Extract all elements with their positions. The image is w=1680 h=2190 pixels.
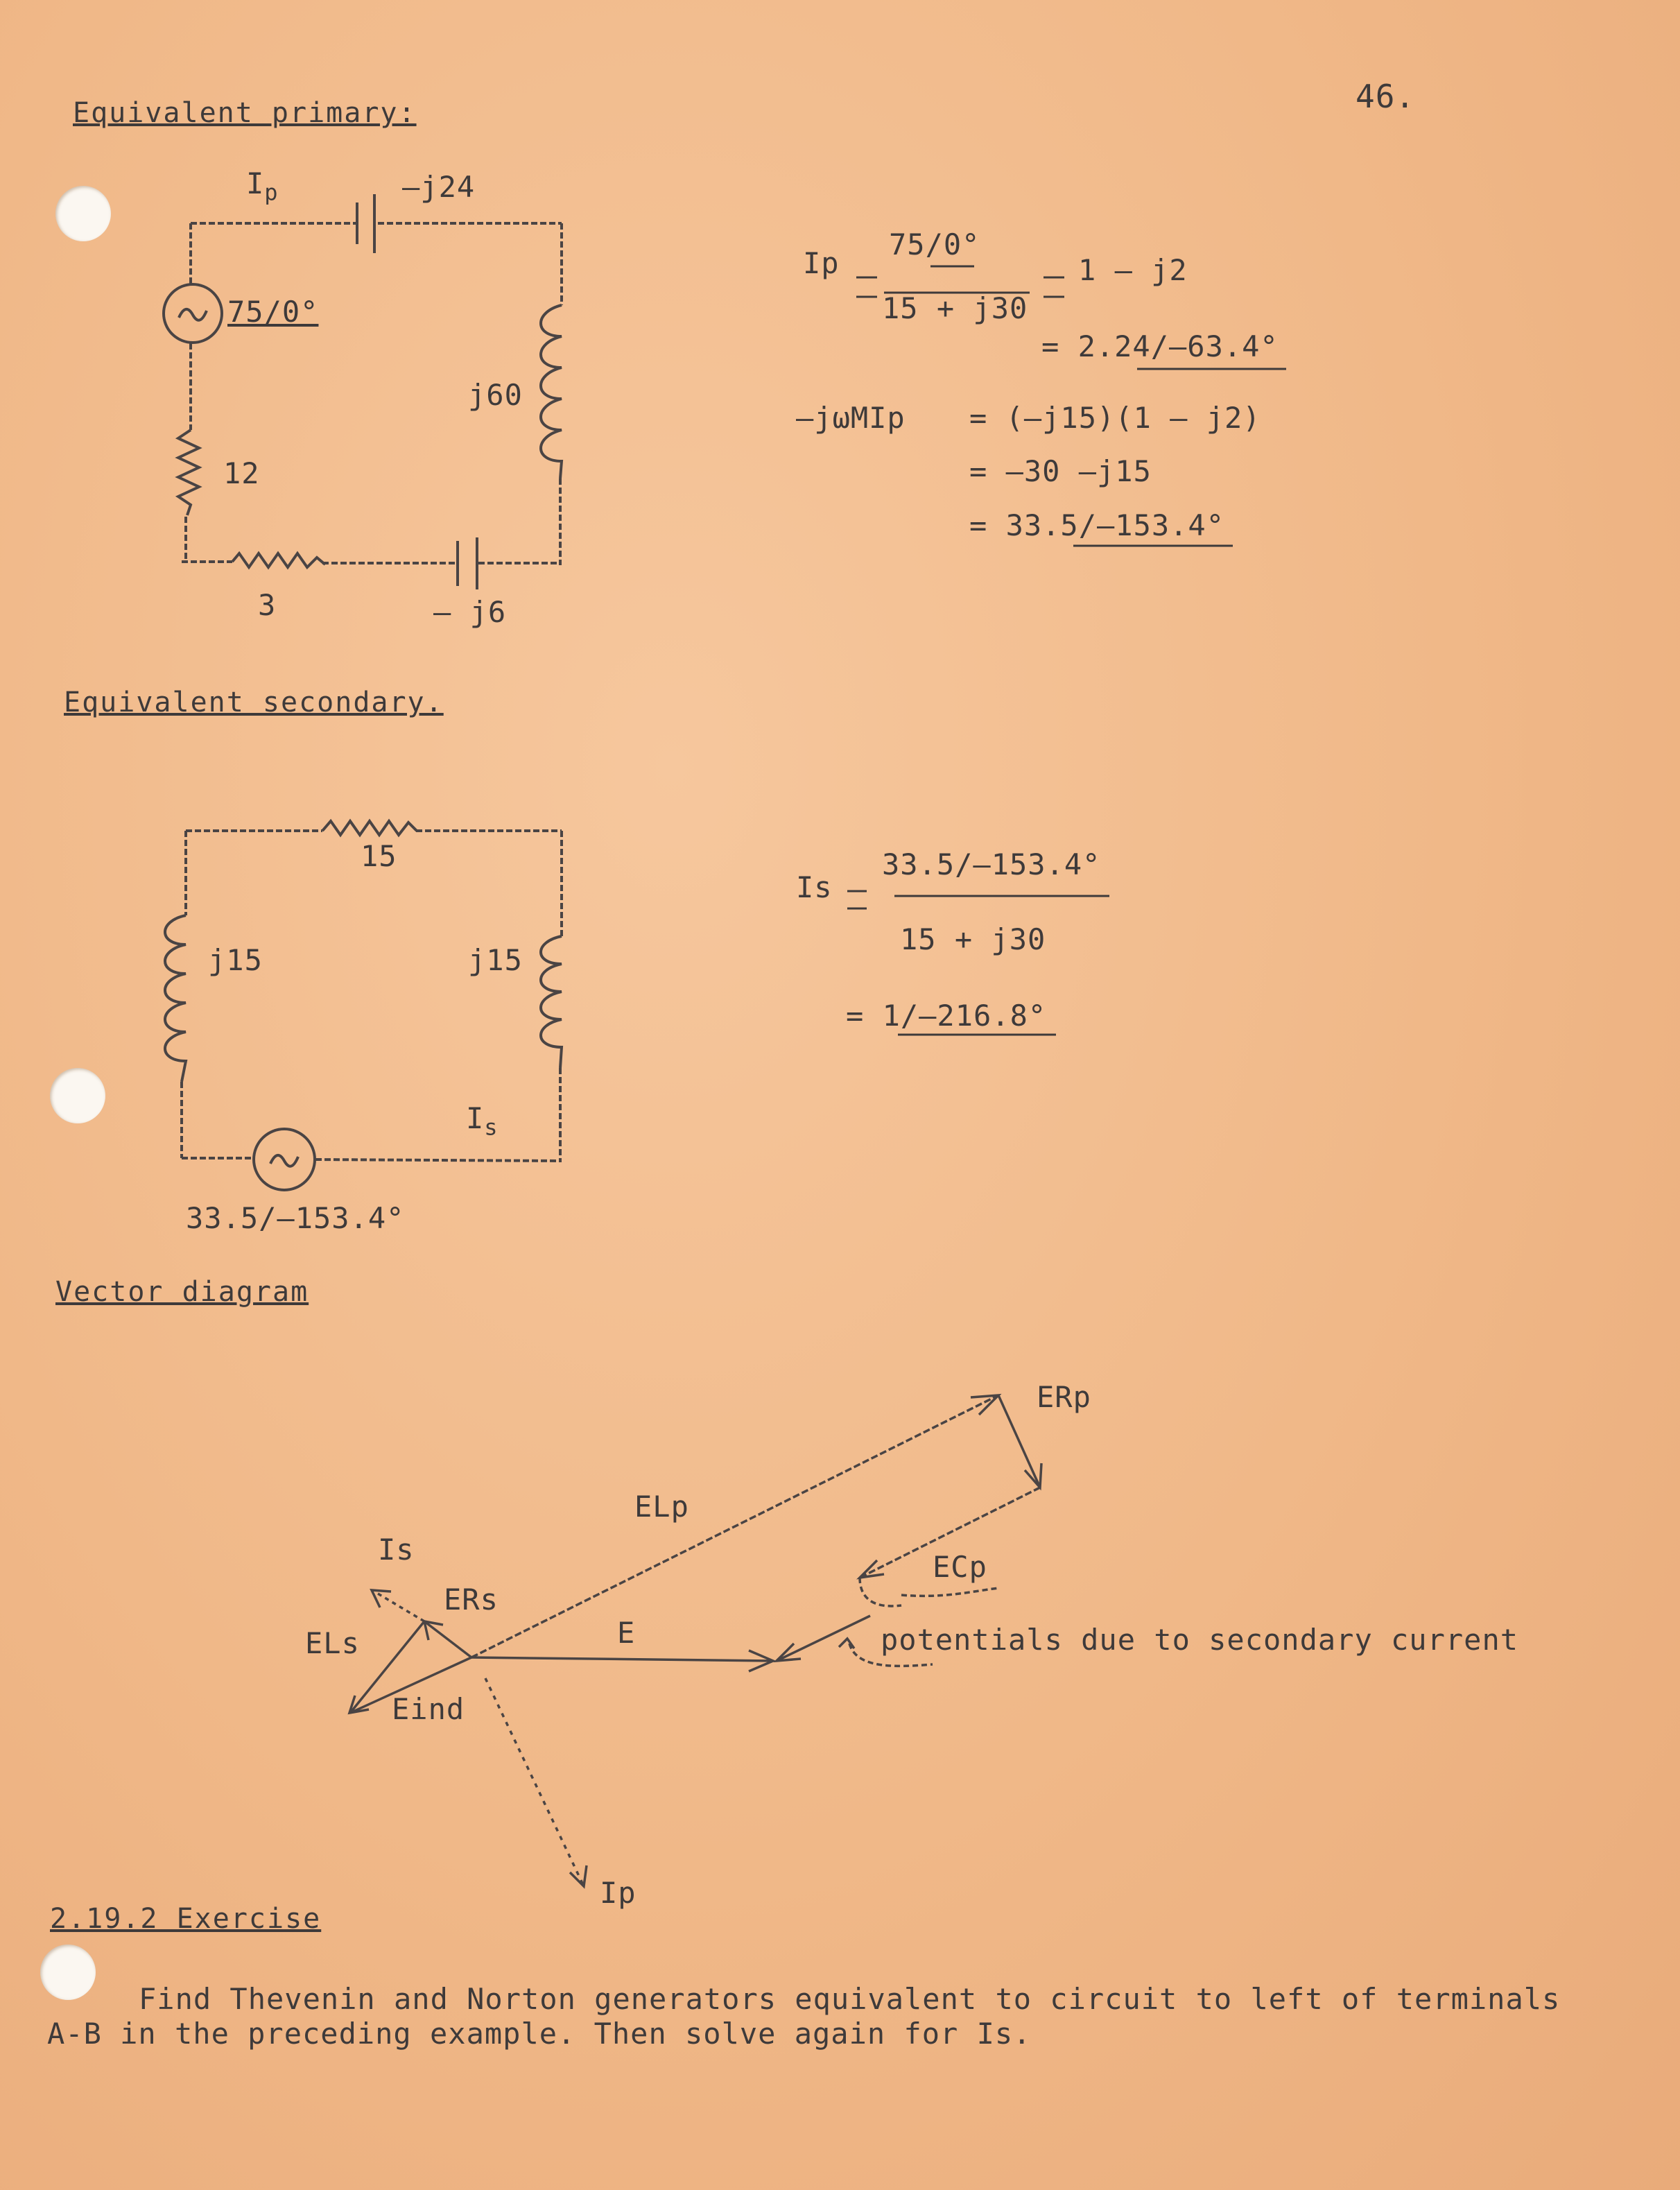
vector-label-erp: ERp	[1037, 1380, 1091, 1414]
eq-is-result: = 1/—216.8°	[846, 999, 1047, 1033]
vector-label-ip: Ip	[600, 1876, 637, 1910]
eq-is-numerator: 33.5/—153.4°	[882, 847, 1101, 881]
primary-resistor-left-label: 12	[223, 456, 260, 490]
eq-mutual-rhs: = (—j15)(1 — j2)	[969, 401, 1261, 435]
eq-ip-denominator: 15 + j30	[882, 291, 1028, 325]
secondary-current-label: $I_s$	[466, 1101, 499, 1141]
vector-label-ers: ERs	[444, 1583, 499, 1616]
primary-capacitor-bottom-label: — j6	[433, 595, 507, 629]
secondary-inductor-right-label: j15	[468, 943, 523, 977]
eq-mutual-r2: = —30 —j15	[969, 454, 1152, 488]
exercise-text-line2: A-B in the preceding example. Then solve again for Is.	[47, 2017, 1032, 2051]
eq-is-denominator: 15 + j30	[900, 922, 1046, 956]
vector-label-is: Is	[378, 1533, 415, 1567]
vector-label-e: E	[617, 1616, 636, 1650]
eq-is-lhs: Is	[796, 870, 833, 904]
eq-ip-result2: = 2.24/—63.4°	[1041, 329, 1279, 363]
vector-label-els: ELs	[305, 1626, 360, 1660]
vector-label-ecp: ECp	[933, 1550, 987, 1584]
punch-hole-top	[55, 186, 111, 241]
vector-label-eind: Eind	[392, 1692, 465, 1726]
primary-capacitor-top-label: —j24	[402, 170, 476, 204]
primary-resistor-bottom-label: 3	[258, 588, 277, 622]
secondary-source-label: 33.5/—153.4°	[186, 1201, 405, 1235]
exercise-text-line1: Find Thevenin and Norton generators equivalent to circuit to left of terminals	[139, 1982, 1561, 2016]
eq-ip-numerator: 75/0°	[889, 227, 980, 261]
punch-hole-middle	[50, 1068, 105, 1123]
heading-equivalent-primary: Equivalent primary:	[73, 97, 417, 129]
vector-label-elp: ELp	[634, 1490, 689, 1524]
secondary-resistor-label: 15	[361, 839, 397, 873]
secondary-inductor-left-label: j15	[208, 943, 263, 977]
heading-equivalent-secondary: Equivalent secondary.	[64, 687, 444, 718]
eq-ip-result1: 1 — j2	[1078, 253, 1188, 287]
primary-current-label: $I_p$	[246, 166, 279, 206]
heading-vector-diagram: Vector diagram	[55, 1276, 309, 1308]
page-number: 46.	[1356, 78, 1416, 115]
eq-mutual-lhs: —jωMIp	[796, 401, 906, 435]
primary-inductor-label: j60	[468, 378, 523, 412]
eq-ip-lhs: Ip	[803, 246, 840, 280]
punch-hole-bottom	[40, 1945, 96, 2000]
vector-note: potentials due to secondary current	[881, 1623, 1519, 1657]
heading-exercise: 2.19.2 Exercise	[50, 1903, 322, 1935]
primary-source-label: 75/0°	[227, 295, 319, 329]
eq-mutual-r3: = 33.5/—153.4°	[969, 508, 1225, 542]
